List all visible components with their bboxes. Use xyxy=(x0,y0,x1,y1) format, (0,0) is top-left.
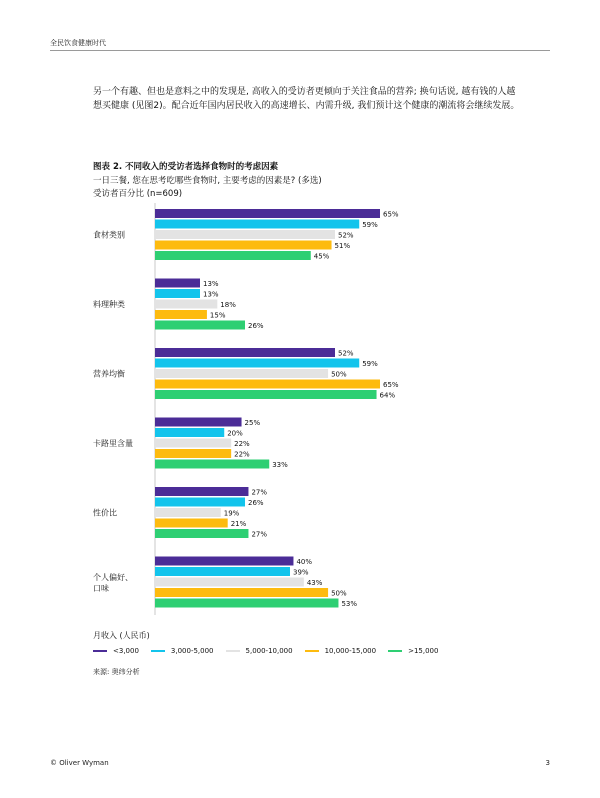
category-label: 性价比 xyxy=(93,508,117,518)
bar xyxy=(155,567,290,576)
figure-unit-note: 受访者百分比 (n=609) xyxy=(93,189,183,199)
data-label: 15% xyxy=(209,311,226,320)
bar xyxy=(155,251,311,260)
data-label: 22% xyxy=(234,450,250,459)
bar xyxy=(155,300,217,309)
legend-item xyxy=(226,647,293,655)
category-label: 料理种类 xyxy=(93,300,125,309)
bar xyxy=(155,418,242,427)
category-label: 营养均衡 xyxy=(93,369,125,379)
data-label: 27% xyxy=(251,530,268,539)
legend-item xyxy=(388,647,438,655)
bar xyxy=(155,508,221,517)
bar xyxy=(155,390,377,399)
data-label: 13% xyxy=(203,290,219,299)
bar xyxy=(155,289,200,298)
body-paragraph: 另一个有趣、但也是意料之中的发现是, 高收入的受访者更倾向于关注食品的营养; 换句话说, 越有钱的人越想买健康 (见图2)。配合近年国内居民收入的高速增长、内需升级, 我们预计这个健康的潮流将会继续发展。 xyxy=(93,87,520,111)
bar xyxy=(155,321,245,330)
data-label: 13% xyxy=(203,280,219,288)
bar xyxy=(155,449,231,458)
data-label: 52% xyxy=(338,349,354,358)
data-label: 52% xyxy=(338,231,354,240)
bar xyxy=(155,599,338,608)
page-number: 3 xyxy=(545,759,550,767)
legend-label: >15,000 xyxy=(408,647,439,655)
bar xyxy=(155,310,207,319)
data-label: 65% xyxy=(383,210,399,219)
legend-swatch xyxy=(93,650,107,652)
bar xyxy=(155,588,328,597)
data-label: 65% xyxy=(383,381,399,389)
data-label: 53% xyxy=(341,600,358,608)
legend-label: <3,000 xyxy=(113,647,139,655)
data-label: 50% xyxy=(331,370,347,379)
bar xyxy=(155,498,245,507)
bar xyxy=(155,529,248,538)
data-label: 20% xyxy=(227,429,243,438)
data-label: 39% xyxy=(293,568,309,577)
footer-copyright: © Oliver Wyman xyxy=(50,759,109,767)
data-label: 19% xyxy=(223,509,240,518)
bar xyxy=(155,220,359,229)
data-label: 33% xyxy=(272,461,288,469)
data-label: 21% xyxy=(230,520,247,528)
bar xyxy=(155,359,359,368)
bar xyxy=(155,241,332,250)
figure-title: 图表 2. 不同收入的受访者选择食物时的考虑因素 xyxy=(93,162,279,172)
data-label: 26% xyxy=(248,322,264,330)
data-label: 45% xyxy=(313,252,330,261)
category-label: 个人偏好、口味 xyxy=(93,573,133,593)
bar xyxy=(155,519,228,528)
bar xyxy=(155,209,380,218)
data-label: 18% xyxy=(220,301,236,309)
data-label: 50% xyxy=(331,589,347,598)
source-note: 来源: 奥纬分析 xyxy=(93,668,140,676)
category-label: 卡路里含量 xyxy=(93,439,133,448)
data-label: 40% xyxy=(296,558,313,566)
legend-item xyxy=(93,647,139,655)
data-label: 27% xyxy=(251,488,268,497)
bar xyxy=(155,460,269,469)
legend-item xyxy=(305,647,377,655)
figure-question: 一日三餐, 您在思考吃哪些食物时, 主要考虑的因素是? (多选) xyxy=(93,176,322,186)
data-label: 59% xyxy=(362,360,378,368)
legend-title: 月收入 (人民币) xyxy=(93,631,150,640)
legend-label: 10,000-15,000 xyxy=(324,647,377,655)
data-label: 64% xyxy=(379,391,396,400)
bar xyxy=(155,230,335,239)
category-label: 食材类别 xyxy=(93,230,125,240)
bar xyxy=(155,487,248,496)
data-label: 26% xyxy=(248,499,264,507)
legend-label: 5,000-10,000 xyxy=(245,647,293,655)
legend-label: 3,000-5,000 xyxy=(170,647,214,655)
legend-swatch xyxy=(151,650,165,652)
legend-swatch xyxy=(305,650,319,652)
running-header: 全民饮食健康时代 xyxy=(50,39,106,47)
legend-swatch xyxy=(226,650,240,652)
bar xyxy=(155,439,231,448)
data-label: 22% xyxy=(234,440,250,448)
legend-item xyxy=(151,647,214,655)
bar xyxy=(155,578,304,587)
data-label: 51% xyxy=(334,242,351,250)
bar xyxy=(155,279,200,288)
bar xyxy=(155,428,224,437)
legend-swatch xyxy=(388,650,402,652)
bar xyxy=(155,380,380,389)
data-label: 59% xyxy=(362,221,378,229)
bar xyxy=(155,557,293,566)
data-label: 25% xyxy=(244,419,261,427)
chart-legend xyxy=(93,647,450,655)
bar xyxy=(155,369,328,378)
bar xyxy=(155,348,335,357)
data-label: 43% xyxy=(306,579,323,587)
